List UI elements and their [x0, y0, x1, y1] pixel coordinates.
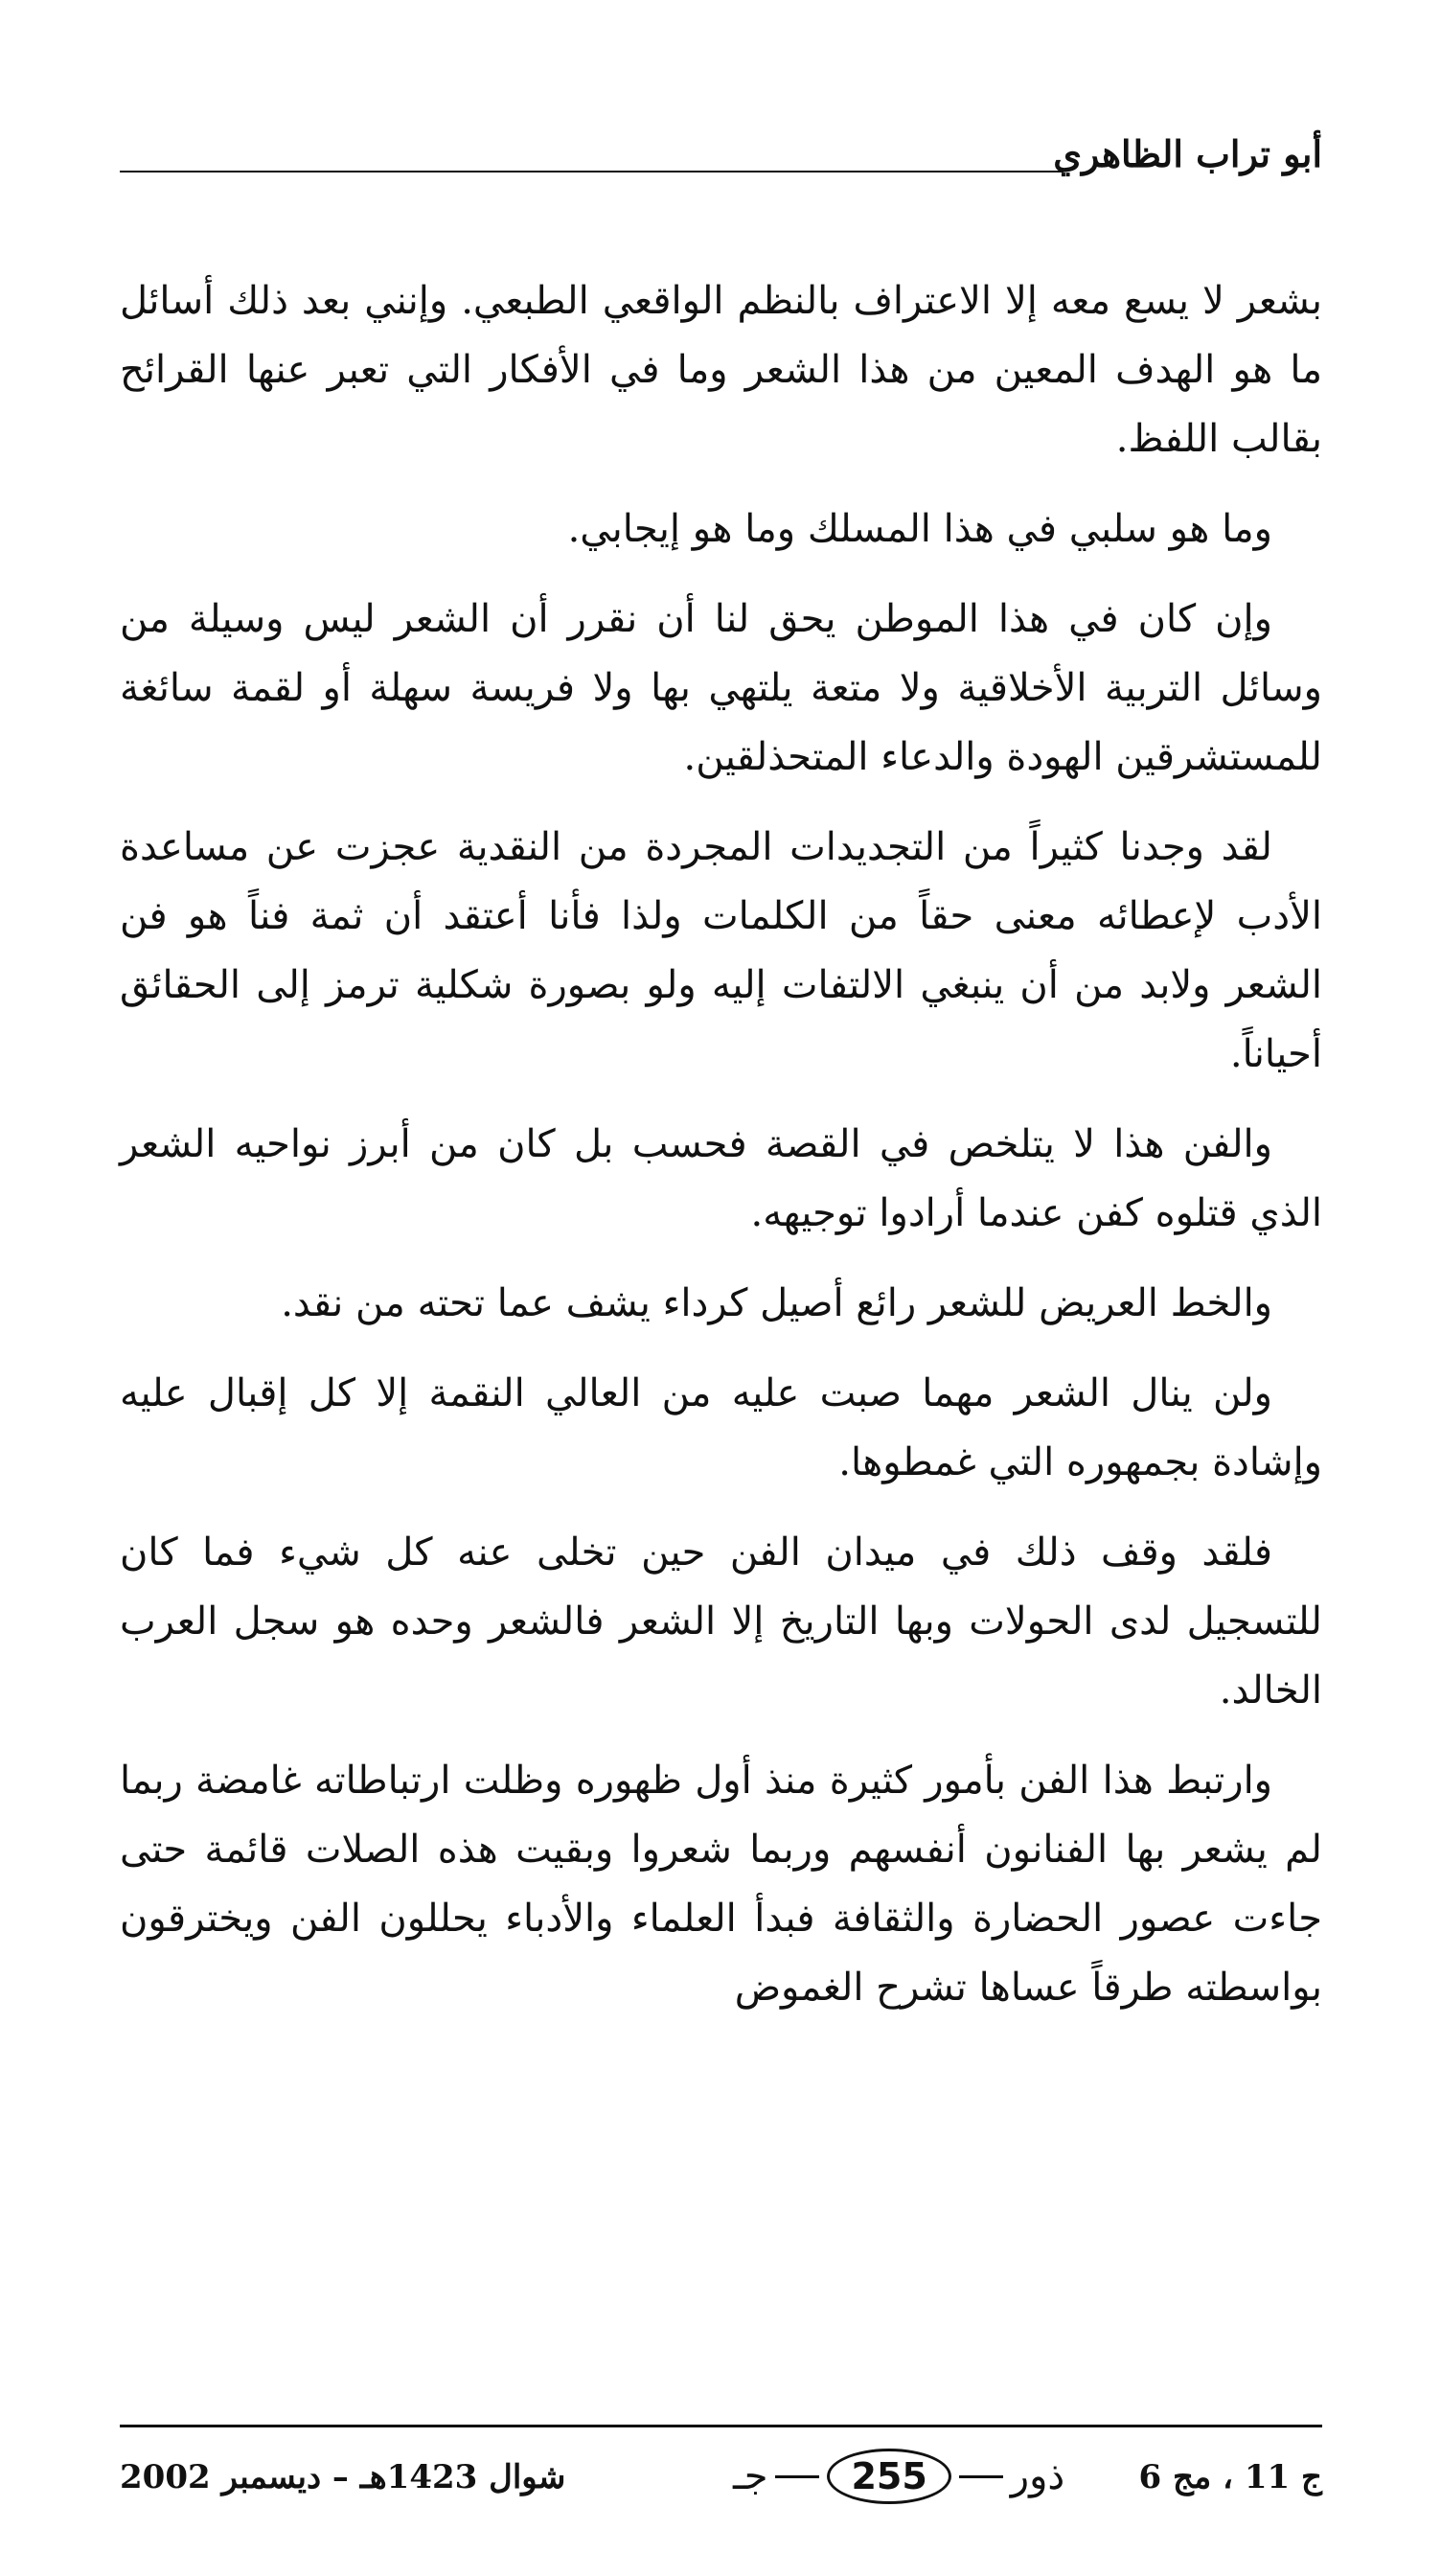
body-text: [120, 266, 1322, 2043]
paragraph: وارتبط هذا الفن بأمور كثيرة منذ أول ظهوره وظلت ارتباطاته غامضة ربما لم يشعر بها الفنانون أنفسهم وربما شعروا وبقيت هذه الصلات قائمة حتى جاءت عصور الحضارة والثقافة فبدأ العلماء والأدباء يحللون الفن ويخترقون بواسطته طرقاً عساها تشرح الغموض: [120, 1759, 1322, 2010]
paragraph: وإن كان في هذا الموطن يحق لنا أن نقرر أن الشعر ليس وسيلة من وسائل التربية الأخلاقية ولا متعة يلتهي بها ولا فريسة سهلة أو لقمة سائغة للمستشرقين الهودة والدعاء المتحذلقين.: [120, 597, 1322, 779]
journal-mark: [733, 2449, 1064, 2504]
paragraph: وما هو سلبي في هذا المسلك وما هو إيجابي.: [567, 507, 1272, 551]
paragraph: فلقد وقف ذلك في ميدان الفن حين تخلى عنه كل شيء فما كان للتسجيل لدى الحولات وبها التاريخ إلا الشعر فالشعر وحده هو سجل العرب الخالد.: [120, 1530, 1322, 1713]
journal-name-start: جـ: [733, 2454, 768, 2498]
footer-rule: [120, 2425, 1322, 2427]
journal-dash: [959, 2475, 1003, 2478]
issue-date: شوال 1423هـ – ديسمبر 2002: [120, 2458, 566, 2496]
page-footer: [120, 2449, 1322, 2525]
paragraph: ولن ينال الشعر مهما صبت عليه من العالي النقمة إلا كل إقبال عليه وإشادة بجمهوره التي غمطوها.: [120, 1371, 1322, 1484]
author-name: أبو تراب الظاهري: [1053, 132, 1322, 175]
volume-label: ج 11 ، مج 6: [1138, 2458, 1322, 2496]
journal-dash: [775, 2475, 819, 2478]
paragraph: والخط العريض للشعر رائع أصيل كرداء يشف عما تحته من نقد.: [281, 1281, 1272, 1325]
header-rule: [120, 171, 1064, 172]
journal-name-end: ذور: [1010, 2454, 1065, 2498]
running-header: [120, 132, 1322, 190]
page-number: 255: [827, 2449, 950, 2504]
paragraph: لقد وجدنا كثيراً من التجديدات المجردة من النقدية عجزت عن مساعدة الأدب لإعطائه معنى حقاً من الكلمات ولذا فأنا أعتقد أن ثمة فناً هو فن الشعر ولابد من أن ينبغي الالتفات إليه ولو بصورة شكلية ترمز إلى الحقائق أحياناً.: [120, 825, 1323, 1076]
paragraph: والفن هذا لا يتلخص في القصة فحسب بل كان من أبرز نواحيه الشعر الذي قتلوه كفن عندما أرادوا توجيهه.: [120, 1122, 1322, 1235]
paragraph: بشعر لا يسع معه إلا الاعتراف بالنظم الواقعي الطبعي. وإنني بعد ذلك أسائل ما هو الهدف المعين من هذا الشعر وما في الأفكار التي تعبر عنها القرائح بقالب اللفظ.: [120, 279, 1322, 461]
